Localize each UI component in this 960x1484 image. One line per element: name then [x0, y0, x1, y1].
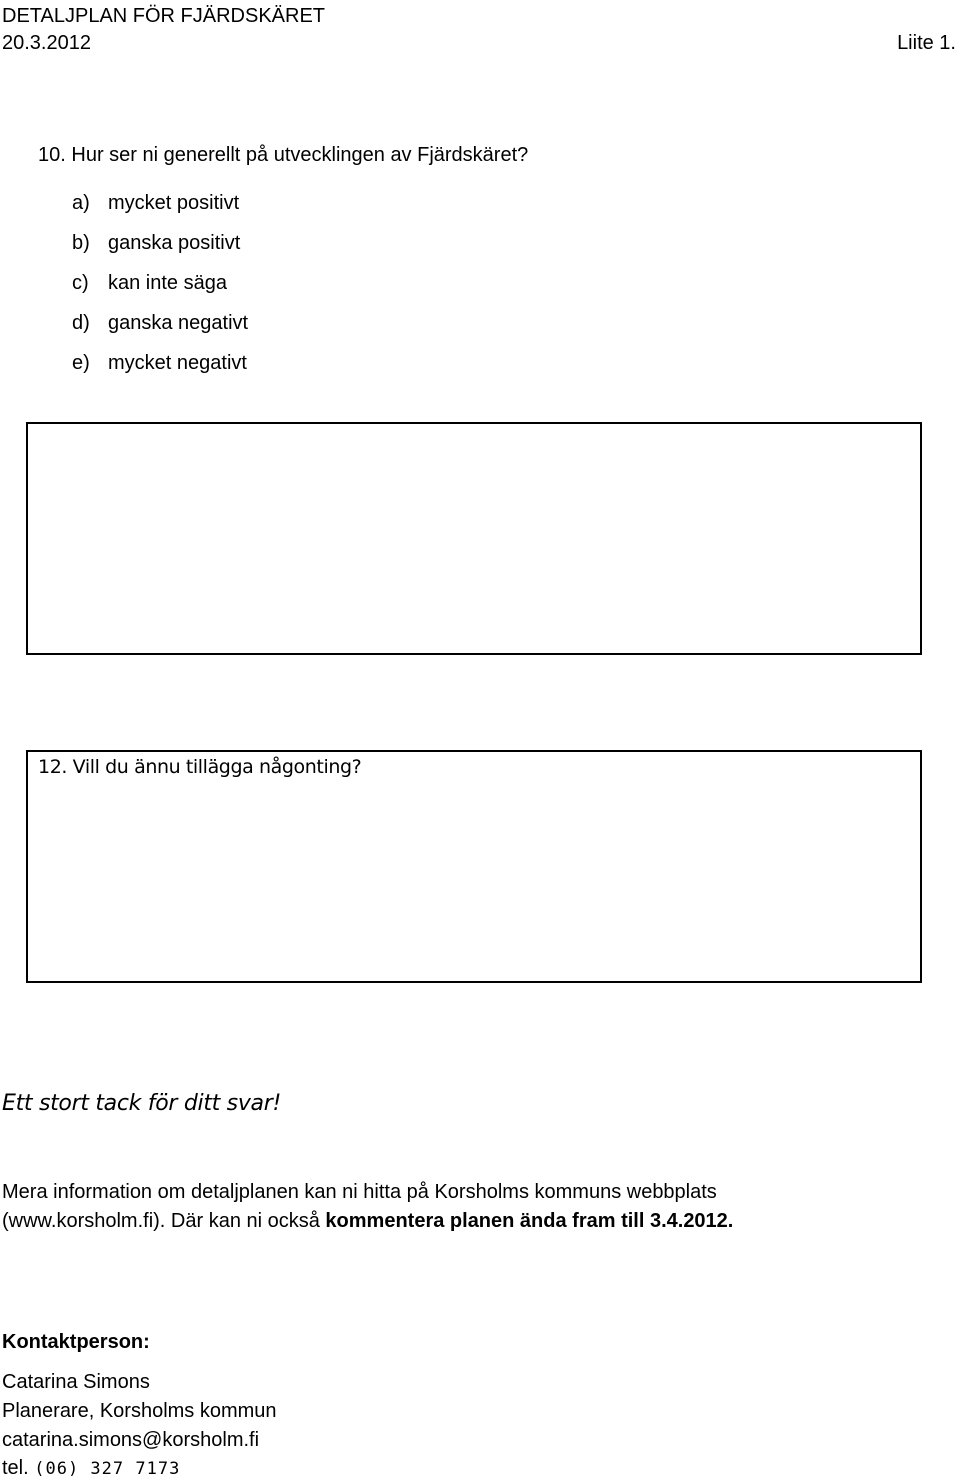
info-line-1: Mera information om detaljplanen kan ni hitta på Korsholms kommuns webbplats [2, 1181, 717, 1203]
option-b[interactable] [72, 223, 248, 263]
info-line-2 [2, 1207, 733, 1236]
contact-heading: Kontaktperson: [2, 1331, 150, 1353]
option-letter: b) [72, 232, 90, 254]
option-label: mycket positivt [108, 192, 240, 214]
phone-number: (06) 327 7173 [34, 1459, 181, 1479]
option-label: ganska negativt [108, 312, 249, 334]
question-12-number: 12. [38, 756, 68, 778]
option-c[interactable] [72, 263, 248, 303]
phone-label: tel. [2, 1457, 29, 1479]
document-title: DETALJPLAN FÖR FJÄRDSKÄRET [2, 5, 326, 27]
document-date: 20.3.2012 [2, 32, 91, 54]
option-letter: c) [72, 272, 89, 294]
question-10-options [72, 183, 248, 383]
option-label: mycket negativt [108, 352, 247, 374]
option-letter: a) [72, 192, 90, 214]
question-12-answer-box[interactable] [26, 750, 922, 983]
option-letter: e) [72, 352, 90, 374]
option-e[interactable] [72, 343, 248, 383]
option-a[interactable] [72, 183, 248, 223]
attachment-label: Liite 1. [897, 32, 956, 54]
contact-phone [2, 1454, 180, 1484]
question-10-text: Hur ser ni generellt på utvecklingen av Fjärdskäret? [71, 144, 529, 166]
info-line-2-text: (www.korsholm.fi). Där kan ni också [2, 1210, 326, 1232]
option-label: kan inte säga [108, 272, 227, 294]
contact-role: Planerare, Korsholms kommun [2, 1400, 277, 1422]
thank-you-message: Ett stort tack för ditt svar! [2, 1091, 281, 1116]
comment-deadline: kommentera planen ända fram till 3.4.2012. [325, 1210, 734, 1232]
question-10-heading [38, 143, 528, 167]
option-label: ganska positivt [108, 232, 241, 254]
question-10-number: 10. [38, 144, 66, 166]
option-letter: d) [72, 312, 90, 334]
question-12-heading [38, 755, 361, 779]
option-d[interactable] [72, 303, 248, 343]
question-12-text: Vill du ännu tillägga någonting? [72, 756, 362, 778]
question-11-answer-box[interactable] [26, 422, 922, 655]
contact-name: Catarina Simons [2, 1371, 150, 1393]
contact-email[interactable]: catarina.simons@korsholm.fi [2, 1429, 260, 1451]
